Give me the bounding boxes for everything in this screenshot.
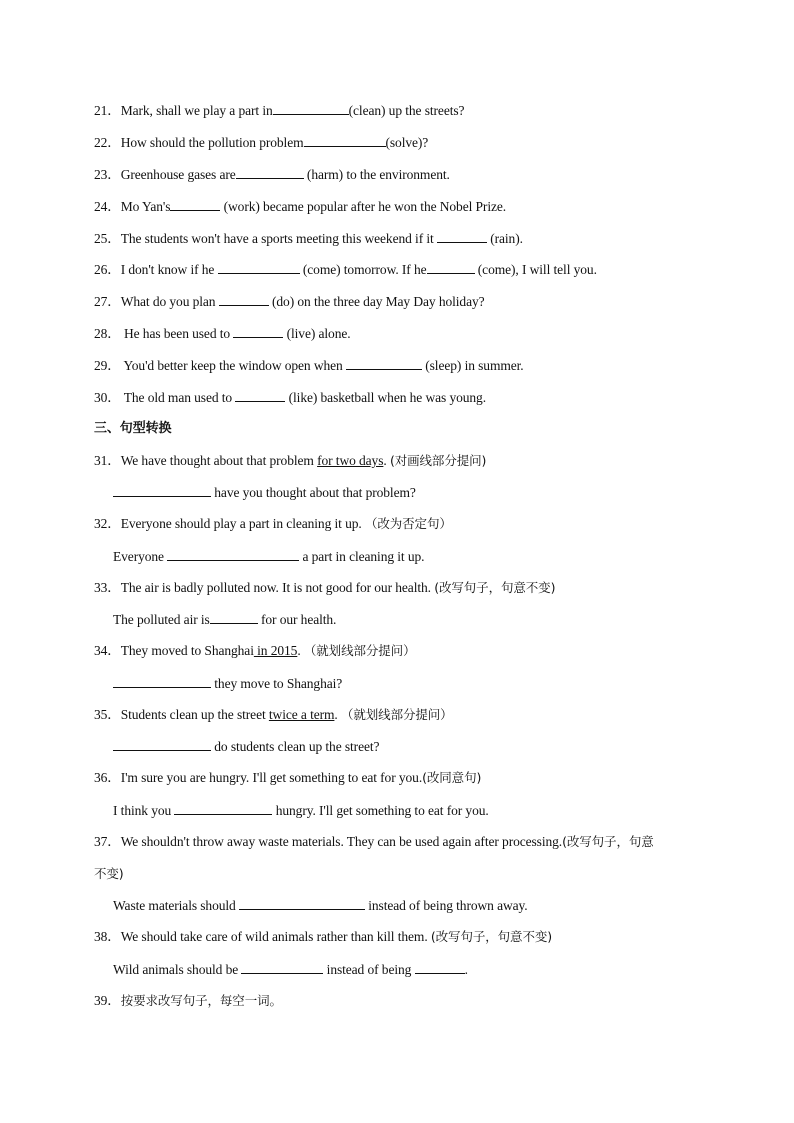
question-text: He has been used to — [120, 326, 234, 341]
question-29 — [94, 357, 524, 374]
question-number: 37． — [94, 834, 121, 849]
question-30 — [94, 389, 486, 406]
question-28 — [94, 325, 351, 342]
question-number: 35． — [94, 707, 121, 722]
question-number: 32． — [94, 516, 121, 531]
question-text: Students clean up the street — [120, 707, 269, 722]
answer-text: . — [464, 962, 468, 977]
answer-text: Everyone — [113, 549, 168, 564]
answer-blank[interactable] — [235, 389, 285, 402]
answer-blank[interactable] — [427, 261, 475, 274]
answer-line-32 — [113, 548, 424, 565]
question-text: How should the pollution problem — [120, 135, 304, 150]
question-number: 33． — [94, 580, 121, 595]
question-text: (come) tomorrow. If he — [299, 262, 427, 277]
answer-text: instead of being thrown away. — [364, 898, 528, 913]
answer-text: instead of being — [323, 962, 415, 977]
answer-blank[interactable] — [113, 675, 211, 688]
answer-line-35 — [113, 738, 379, 755]
question-39 — [94, 993, 282, 1009]
question-text: . — [334, 707, 341, 722]
question-27 — [94, 293, 485, 310]
question-number: 24． — [94, 199, 121, 214]
instruction-text: (对画线部分提问) — [389, 453, 487, 468]
question-25 — [94, 230, 523, 247]
question-text: The air is badly polluted now. It is not good for our health. — [120, 580, 435, 595]
question-text: The old man used to — [120, 390, 236, 405]
question-text: I don't know if he — [120, 262, 218, 277]
question-37 — [94, 834, 654, 850]
question-number: 21． — [94, 103, 121, 118]
question-text: (do) on the three day May Day holiday? — [268, 294, 485, 309]
answer-text: hungry. I'll get something to eat for you. — [272, 803, 489, 818]
question-text: We shouldn't throw away waste materials. They can be used again after processing. — [120, 834, 563, 849]
question-23 — [94, 166, 450, 183]
question-text: (come), I will tell you. — [474, 262, 597, 277]
question-38 — [94, 929, 552, 945]
answer-text: a part in cleaning it up. — [299, 549, 425, 564]
answer-blank[interactable] — [113, 484, 211, 497]
answer-line-34 — [113, 675, 342, 692]
instruction-text: (改写句子，句意不变) — [434, 580, 556, 595]
answer-blank[interactable] — [218, 261, 300, 274]
question-text: . — [383, 453, 390, 468]
instruction-text: 按要求改写句子，每空一词。 — [120, 993, 282, 1008]
question-35 — [94, 707, 453, 723]
question-text: We have thought about that problem — [120, 453, 318, 468]
question-number: 29． — [94, 358, 121, 373]
question-text: You'd better keep the window open when — [120, 358, 346, 373]
answer-blank[interactable] — [273, 102, 349, 115]
question-text: (live) alone. — [283, 326, 351, 341]
answer-text: have you thought about that problem? — [211, 485, 416, 500]
answer-text: I think you — [113, 803, 175, 818]
question-31 — [94, 453, 486, 469]
question-37-continued: 不变) — [94, 866, 124, 881]
answer-blank[interactable] — [437, 230, 487, 243]
section-title: 三、句型转换 — [94, 421, 172, 436]
question-number: 23． — [94, 167, 121, 182]
answer-text: Waste materials should — [113, 898, 239, 913]
question-text: What do you plan — [120, 294, 219, 309]
question-26 — [94, 261, 597, 278]
underlined-phrase: for two days — [317, 453, 384, 468]
question-text: (work) became popular after he won the Nobel Prize. — [220, 199, 507, 214]
question-text: They moved to Shanghai — [120, 643, 254, 658]
instruction-text: （就划线部分提问） — [340, 707, 453, 722]
answer-text: they move to Shanghai? — [211, 676, 343, 691]
question-number: 25． — [94, 231, 121, 246]
answer-text: Wild animals should be — [113, 962, 242, 977]
answer-blank[interactable] — [415, 961, 465, 974]
answer-blank[interactable] — [233, 325, 283, 338]
answer-blank[interactable] — [241, 961, 323, 974]
instruction-text: (改写句子，句意 — [562, 834, 654, 849]
question-text: (solve)? — [385, 135, 429, 150]
answer-blank[interactable] — [113, 738, 211, 751]
answer-blank[interactable] — [239, 897, 365, 910]
question-text: Greenhouse gases are — [120, 167, 236, 182]
answer-line-33 — [113, 611, 336, 628]
answer-blank[interactable] — [304, 134, 386, 147]
question-number: 39． — [94, 993, 121, 1008]
answer-line-37 — [113, 897, 528, 914]
answer-blank[interactable] — [174, 802, 272, 815]
answer-text: do students clean up the street? — [211, 739, 380, 754]
question-number: 26． — [94, 262, 121, 277]
question-21 — [94, 102, 464, 119]
question-number: 34． — [94, 643, 121, 658]
question-number: 31． — [94, 453, 121, 468]
question-24 — [94, 198, 506, 215]
question-number: 27． — [94, 294, 121, 309]
question-text: (clean) up the streets? — [348, 103, 465, 118]
question-text: (rain). — [486, 231, 523, 246]
answer-line-38 — [113, 961, 468, 978]
instruction-text: (改写句子，句意不变) — [430, 929, 553, 944]
question-text: Mo Yan's — [120, 199, 171, 214]
answer-blank[interactable] — [210, 611, 258, 624]
question-number: 36． — [94, 770, 121, 785]
answer-blank[interactable] — [236, 166, 304, 179]
question-text: . — [297, 643, 304, 658]
question-36 — [94, 770, 481, 786]
underlined-phrase: twice a term — [268, 707, 335, 722]
question-22 — [94, 134, 428, 151]
question-text: (like) basketball when he was young. — [285, 390, 486, 405]
question-32 — [94, 516, 452, 532]
question-number: 28． — [94, 326, 121, 341]
answer-text: The polluted air is — [113, 612, 210, 627]
question-number: 22． — [94, 135, 121, 150]
question-34 — [94, 643, 415, 659]
underlined-phrase: in 2015 — [253, 643, 298, 658]
question-text: I'm sure you are hungry. I'll get something to eat for you. — [120, 770, 423, 785]
question-number: 38． — [94, 929, 121, 944]
answer-text: for our health. — [257, 612, 337, 627]
question-text: Mark, shall we play a part in — [120, 103, 273, 118]
answer-line-36 — [113, 802, 489, 819]
answer-blank[interactable] — [167, 548, 299, 561]
question-text: (harm) to the environment. — [303, 167, 450, 182]
question-33 — [94, 580, 555, 596]
question-text: The students won't have a sports meeting this weekend if it — [120, 231, 437, 246]
question-text: (sleep) in summer. — [421, 358, 524, 373]
instruction-text: （改为否定句） — [364, 516, 452, 531]
question-text: We should take care of wild animals rather than kill them. — [120, 929, 431, 944]
answer-line-31 — [113, 484, 416, 501]
instruction-text: （就划线部分提问） — [303, 643, 416, 658]
answer-blank[interactable] — [170, 198, 220, 211]
question-text: Everyone should play a part in cleaning it up. — [120, 516, 365, 531]
instruction-text: (改同意句) — [422, 770, 482, 785]
answer-blank[interactable] — [346, 357, 422, 370]
answer-blank[interactable] — [219, 293, 269, 306]
question-number: 30． — [94, 390, 121, 405]
